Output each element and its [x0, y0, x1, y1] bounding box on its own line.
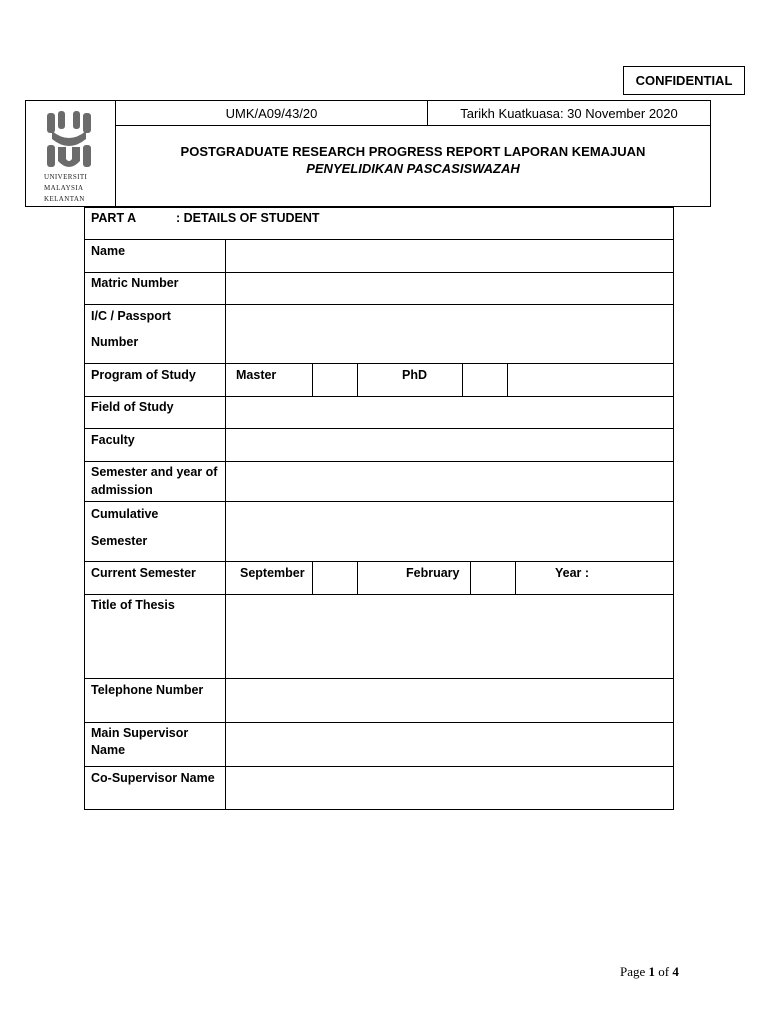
admission-label-line2: admission — [91, 483, 153, 497]
main-supervisor-field[interactable] — [226, 723, 673, 766]
cumulative-semester-label-line2: Semester — [91, 534, 148, 548]
title-of-thesis-label: Title of Thesis — [91, 598, 175, 612]
september-option-label: September — [240, 566, 305, 580]
current-semester-label: Current Semester — [91, 566, 196, 580]
name-label: Name — [91, 244, 126, 258]
year-field[interactable] — [600, 562, 673, 594]
umk-logo-icon — [44, 111, 94, 169]
name-field[interactable] — [226, 240, 673, 272]
field-of-study-label: Field of Study — [91, 400, 174, 414]
master-option-label: Master — [236, 368, 277, 382]
form-title-line1: POSTGRADUATE RESEARCH PROGRESS REPORT LAPORAN KEMAJUAN — [180, 144, 646, 159]
page-word: Page — [620, 964, 649, 979]
page-total: 4 — [672, 964, 679, 979]
ic-passport-label-line2: Number — [91, 335, 139, 349]
main-supervisor-label-line1: Main Supervisor — [91, 726, 189, 740]
phd-option-label: PhD — [402, 368, 427, 382]
page-current: 1 — [648, 964, 656, 979]
logo-line-kelantan: KELANTAN — [44, 195, 85, 203]
part-a-title: : DETAILS OF STUDENT — [176, 211, 320, 225]
february-checkbox[interactable] — [471, 562, 515, 594]
ic-passport-label-line1: I/C / Passport — [91, 309, 171, 323]
main-supervisor-label-line2: Name — [91, 743, 126, 757]
co-supervisor-field[interactable] — [226, 767, 673, 809]
field-of-study-field[interactable] — [226, 397, 673, 428]
phd-checkbox[interactable] — [463, 364, 507, 396]
telephone-number-field[interactable] — [226, 679, 673, 722]
faculty-field[interactable] — [226, 429, 673, 461]
faculty-label: Faculty — [91, 433, 135, 447]
page-number — [620, 964, 679, 980]
ic-passport-field[interactable] — [226, 305, 673, 363]
cumulative-semester-label-line1: Cumulative — [91, 507, 159, 521]
form-title — [115, 125, 711, 207]
of-word: of — [655, 964, 673, 979]
co-supervisor-label: Co-Supervisor Name — [91, 771, 215, 785]
year-label: Year : — [555, 566, 590, 580]
september-checkbox[interactable] — [313, 562, 357, 594]
university-logo-cell — [25, 100, 116, 207]
part-a-label: PART A — [91, 211, 137, 225]
form-title-line2: PENYELIDIKAN PASCASISWAZAH — [306, 161, 520, 176]
program-of-study-label: Program of Study — [91, 368, 196, 382]
document-code: UMK/A09/43/20 — [115, 100, 428, 126]
matric-number-field[interactable] — [226, 273, 673, 304]
admission-field[interactable] — [226, 462, 673, 501]
title-of-thesis-field[interactable] — [226, 595, 673, 678]
matric-number-label: Matric Number — [91, 276, 179, 290]
logo-line-universiti: UNIVERSITI — [44, 173, 88, 181]
master-checkbox[interactable] — [313, 364, 357, 396]
logo-line-malaysia: MALAYSIA — [44, 184, 84, 192]
effective-date: Tarikh Kuatkuasa: 30 November 2020 — [427, 100, 711, 126]
admission-label-line1: Semester and year of — [91, 465, 218, 479]
telephone-number-label: Telephone Number — [91, 683, 204, 697]
february-option-label: February — [406, 566, 460, 580]
confidential-label: CONFIDENTIAL — [623, 66, 745, 95]
cumulative-semester-field[interactable] — [226, 502, 673, 561]
